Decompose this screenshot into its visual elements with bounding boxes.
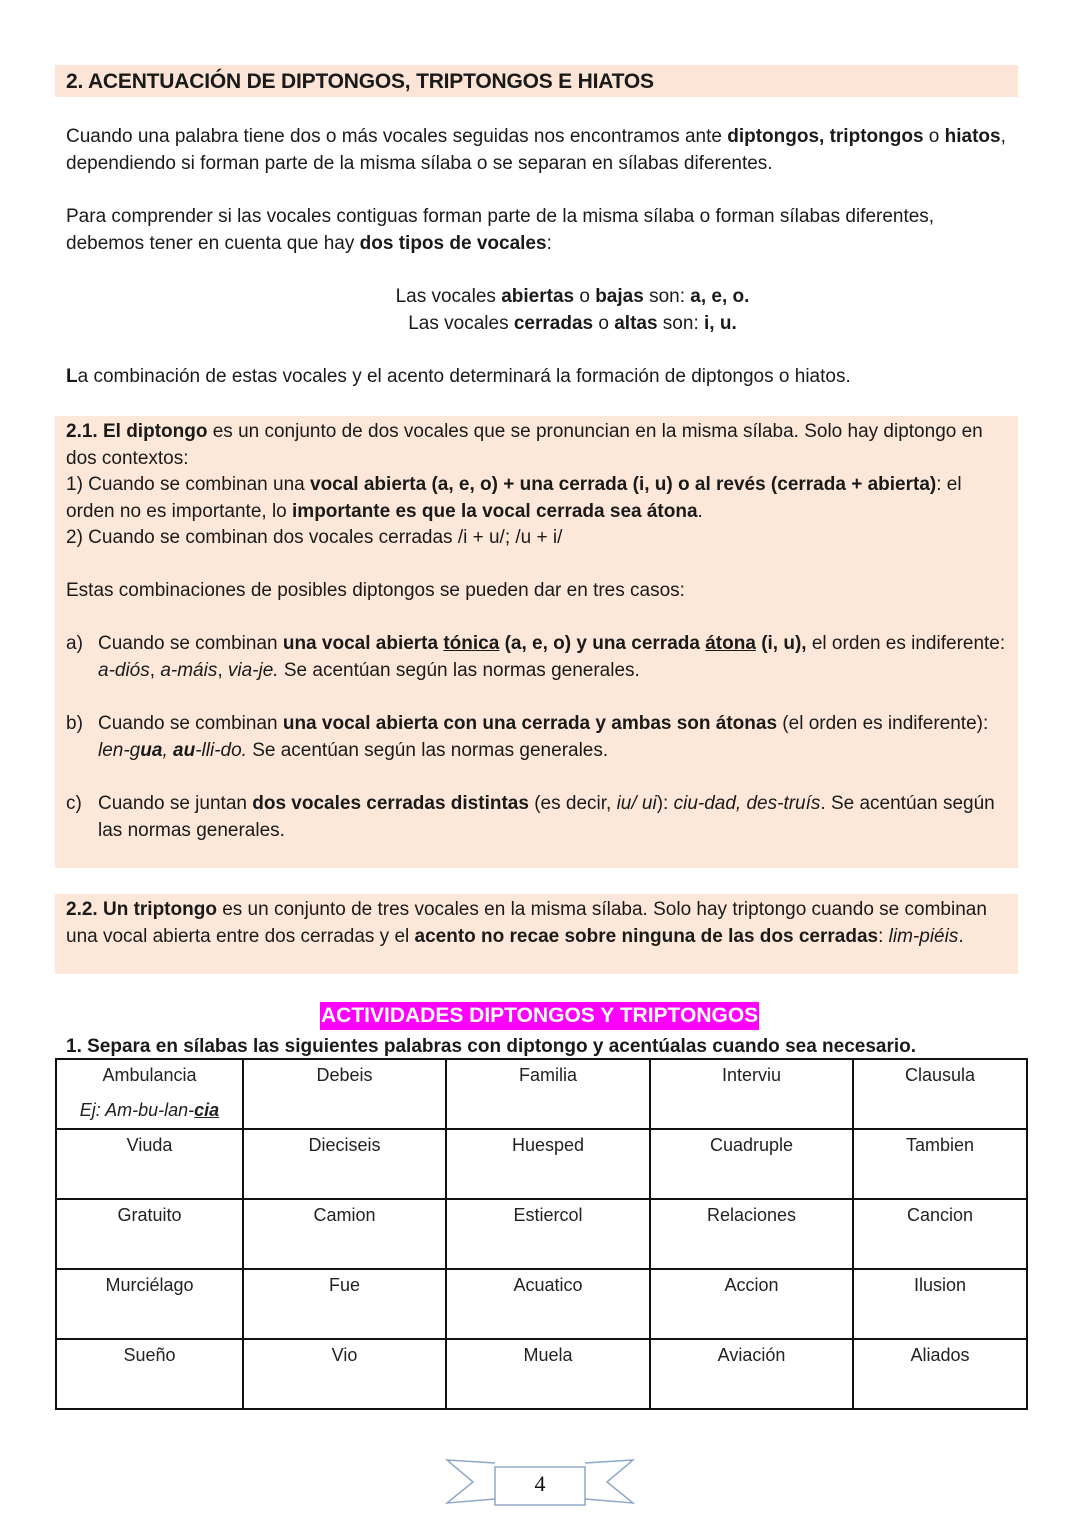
table-row bbox=[56, 1199, 1027, 1269]
combination-paragraph bbox=[66, 364, 1026, 391]
text: a combinación de estas vocales y el acento determinará la formación de diptongos o hiatos. bbox=[77, 366, 851, 387]
case-label: b) bbox=[66, 713, 83, 734]
word-cell[interactable] bbox=[446, 1199, 650, 1269]
section-title: 2. ACENTUACIÓN DE DIPTONGOS, TRIPTONGOS E HIATOS bbox=[55, 65, 1018, 97]
underlined-bold-text: tónica bbox=[443, 633, 500, 654]
word-cell[interactable] bbox=[446, 1129, 650, 1199]
text: . bbox=[958, 925, 964, 947]
word: Camion bbox=[313, 1205, 376, 1225]
word-cell[interactable] bbox=[243, 1339, 446, 1409]
text: o bbox=[574, 286, 596, 307]
word-cell[interactable] bbox=[853, 1129, 1027, 1199]
case-c bbox=[66, 791, 1007, 844]
word: Relaciones bbox=[706, 1205, 797, 1225]
open-vowels-line bbox=[0, 284, 1080, 311]
italic-example: lim-piéis bbox=[888, 925, 959, 947]
word-cell[interactable] bbox=[446, 1339, 650, 1409]
word-cell[interactable] bbox=[56, 1129, 243, 1199]
word: Ilusion bbox=[913, 1275, 967, 1295]
word: Clausula bbox=[904, 1065, 976, 1085]
word: Estiercol bbox=[513, 1205, 583, 1225]
bold-italic-example: au bbox=[173, 739, 196, 761]
word: Fue bbox=[328, 1275, 361, 1295]
word-cell[interactable] bbox=[650, 1059, 853, 1129]
word-cell[interactable] bbox=[853, 1059, 1027, 1129]
word: Tambien bbox=[905, 1135, 975, 1155]
page-number: 4 bbox=[534, 1471, 546, 1496]
italic-example: ciu-dad, des-truís bbox=[673, 793, 821, 814]
bold-text: cerradas bbox=[513, 313, 594, 334]
word: Familia bbox=[518, 1065, 577, 1085]
bold-italic-example: ua bbox=[140, 739, 163, 761]
text: Las vocales bbox=[395, 286, 502, 307]
word-cell[interactable] bbox=[650, 1129, 853, 1199]
word: Huesped bbox=[511, 1135, 585, 1155]
case-text bbox=[98, 631, 1007, 684]
bold-text: diptongos, triptongos bbox=[727, 126, 924, 147]
text: Cuando se combinan bbox=[98, 633, 283, 654]
word: Aliados bbox=[910, 1345, 970, 1365]
word: Cancion bbox=[906, 1205, 974, 1225]
text: o bbox=[593, 313, 615, 334]
word-cell[interactable] bbox=[56, 1339, 243, 1409]
text: Se acentúan según las normas generales. bbox=[278, 659, 640, 681]
word: Sueño bbox=[123, 1345, 176, 1365]
bold-text: dos vocales cerradas distintas bbox=[252, 793, 529, 814]
italic-example: a-diós bbox=[98, 659, 150, 681]
word: Interviu bbox=[721, 1065, 782, 1085]
word-cell[interactable] bbox=[243, 1129, 446, 1199]
bold-text: abiertas bbox=[501, 286, 575, 307]
activities-title: ACTIVIDADES DIPTONGOS Y TRIPTONGOS bbox=[320, 1002, 759, 1030]
bold-text: dos tipos de vocales bbox=[359, 232, 547, 254]
text: Cuando se juntan bbox=[98, 793, 253, 814]
word-cell[interactable] bbox=[243, 1199, 446, 1269]
case-text bbox=[98, 711, 1007, 764]
italic-example: -lli-do. bbox=[195, 739, 247, 761]
word-cell[interactable] bbox=[56, 1269, 243, 1339]
subsection-title: 2.1. El diptongo bbox=[66, 421, 208, 442]
word: Aviación bbox=[717, 1345, 786, 1365]
bold-text: L bbox=[66, 366, 78, 387]
word: Accion bbox=[724, 1275, 779, 1295]
text: (es decir, bbox=[528, 793, 617, 814]
word-cell[interactable] bbox=[650, 1269, 853, 1339]
text: el orden es indiferente: bbox=[806, 633, 1006, 654]
word-cell[interactable] bbox=[56, 1199, 243, 1269]
table-row bbox=[56, 1269, 1027, 1339]
text: : el orden no es importante, lo bbox=[66, 474, 962, 522]
word: Gratuito bbox=[117, 1205, 182, 1225]
underlined-bold-text: átona bbox=[705, 633, 756, 654]
case-label: c) bbox=[66, 793, 82, 814]
vowel-types-paragraph bbox=[66, 204, 986, 257]
word-cell[interactable] bbox=[56, 1059, 243, 1129]
word-cell[interactable] bbox=[446, 1059, 650, 1129]
text: Cuando se combinan bbox=[98, 713, 283, 734]
text: Cuando una palabra tiene dos o más vocales seguidas nos encontramos ante bbox=[66, 126, 728, 147]
text: son: bbox=[657, 313, 705, 334]
text: : bbox=[878, 925, 889, 947]
italic-example: via-je. bbox=[227, 659, 279, 681]
case-b bbox=[66, 711, 1007, 764]
text: . Se acentúan según las normas generales. bbox=[98, 793, 995, 841]
bold-text: (a, e, o) y una cerrada bbox=[499, 633, 706, 654]
word: Debeis bbox=[316, 1065, 373, 1085]
case-text bbox=[98, 791, 1007, 844]
bold-text: una vocal abierta con una cerrada y ambas son átonas bbox=[282, 713, 778, 734]
text: , dependiendo si forman parte de la misma sílaba o se separan en sílabas diferentes. bbox=[66, 126, 1006, 174]
text: , bbox=[149, 659, 161, 681]
text: . bbox=[697, 500, 703, 522]
stressed-syllable: cia bbox=[194, 1100, 220, 1120]
text: Para comprender si las vocales contiguas forman parte de la misma sílaba o forman sílabas diferentes, debemos tener en cuenta que hay bbox=[66, 206, 935, 254]
subsection-title: 2.2. Un triptongo bbox=[66, 899, 217, 920]
word: Ambulancia bbox=[102, 1065, 197, 1085]
bold-text: hiatos bbox=[944, 126, 1001, 147]
exercise-1-instruction: 1. Separa en sílabas las siguientes palabras con diptongo y acentúalas cuando sea necesario. bbox=[66, 1036, 917, 1057]
closed-vowels-line bbox=[0, 311, 1080, 338]
word: Dieciseis bbox=[308, 1135, 381, 1155]
page-number-ribbon bbox=[445, 1455, 635, 1510]
text: 1) Cuando se combinan una bbox=[66, 474, 310, 495]
italic-example: , bbox=[162, 739, 173, 761]
text: Ej: Am-bu-lan- bbox=[79, 1100, 195, 1120]
syllable-table bbox=[55, 1058, 1028, 1410]
word-cell[interactable] bbox=[243, 1059, 446, 1129]
table-row bbox=[56, 1339, 1027, 1409]
text: ): bbox=[656, 793, 674, 814]
diptongo-box bbox=[55, 416, 1018, 868]
triptongo-box bbox=[55, 894, 1018, 974]
bold-text: i, u. bbox=[704, 313, 737, 334]
italic-example: iu/ ui bbox=[616, 793, 657, 814]
bold-text: a, e, o. bbox=[690, 286, 750, 307]
word: Viuda bbox=[126, 1135, 173, 1155]
word-cell[interactable] bbox=[853, 1269, 1027, 1339]
bold-text: importante es que la vocal cerrada sea átona bbox=[292, 500, 698, 522]
text: : bbox=[546, 232, 552, 254]
text: Se acentúan según las normas generales. bbox=[246, 739, 609, 761]
bold-text: una vocal abierta bbox=[282, 633, 444, 654]
bold-text: (i, u), bbox=[755, 633, 807, 654]
word-cell[interactable] bbox=[853, 1339, 1027, 1409]
word: Acuatico bbox=[513, 1275, 583, 1295]
word-cell[interactable] bbox=[243, 1269, 446, 1339]
text: Las vocales bbox=[408, 313, 514, 334]
bold-text: altas bbox=[614, 313, 658, 334]
intro-paragraph bbox=[66, 124, 1026, 177]
word: Muela bbox=[523, 1345, 573, 1365]
table-row bbox=[56, 1059, 1027, 1129]
italic-example: len-g bbox=[98, 739, 141, 761]
word-cell[interactable] bbox=[446, 1269, 650, 1339]
word: Vio bbox=[331, 1345, 358, 1365]
case-a bbox=[66, 631, 1007, 684]
rule-1 bbox=[66, 472, 1007, 525]
bold-text: acento no recae sobre ninguna de las dos cerradas bbox=[414, 925, 879, 947]
text: o bbox=[923, 126, 945, 147]
text: son: bbox=[643, 286, 691, 307]
word-cell[interactable] bbox=[650, 1199, 853, 1269]
word: Murciélago bbox=[105, 1275, 194, 1295]
text: (el orden es indiferente): bbox=[777, 713, 989, 734]
table-row bbox=[56, 1129, 1027, 1199]
bold-text: bajas bbox=[595, 286, 644, 307]
case-label: a) bbox=[66, 633, 83, 654]
word-cell[interactable] bbox=[650, 1339, 853, 1409]
diptongo-definition bbox=[66, 419, 1007, 472]
rule-2: 2) Cuando se combinan dos vocales cerradas /i + u/; /u + i/ bbox=[66, 527, 563, 548]
text: es un conjunto de tres vocales en la misma sílaba. Solo hay triptongo cuando se combinan una vocal abierta entre dos cerradas y el bbox=[66, 899, 987, 947]
text: , bbox=[217, 659, 228, 681]
word: Cuadruple bbox=[709, 1135, 794, 1155]
text: es un conjunto de dos vocales que se pronuncian en la misma sílaba. Solo hay diptongo en dos contextos: bbox=[66, 421, 983, 469]
italic-example: a-máis bbox=[160, 659, 218, 681]
cases-intro: Estas combinaciones de posibles diptongos se pueden dar en tres casos: bbox=[66, 579, 685, 601]
example-answer bbox=[57, 1097, 242, 1124]
word-cell[interactable] bbox=[853, 1199, 1027, 1269]
bold-text: vocal abierta (a, e, o) + una cerrada (i, u) o al revés (cerrada + abierta) bbox=[310, 474, 937, 495]
